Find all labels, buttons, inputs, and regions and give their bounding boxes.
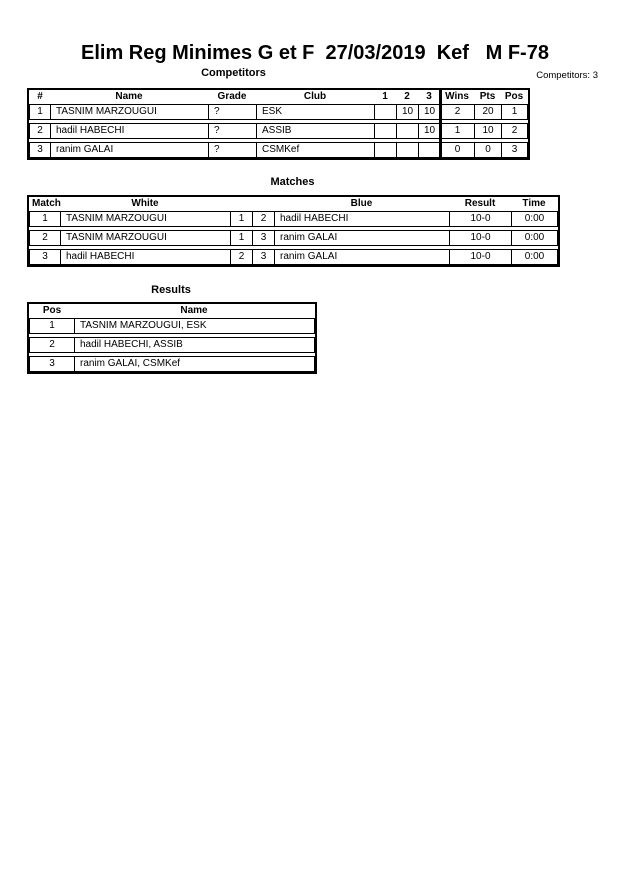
cell-pos: 3 — [49, 358, 55, 369]
col-header-round2: 2 — [404, 91, 410, 102]
competitors-section-title: Competitors — [201, 67, 266, 79]
competitors-table-header — [29, 90, 528, 104]
col-header-grade: Grade — [217, 91, 247, 102]
cell-num: 1 — [37, 106, 43, 117]
result-row — [29, 356, 315, 372]
cell-time: 0:00 — [511, 212, 557, 226]
col-header-white-num — [230, 197, 252, 211]
cell-round2 — [396, 143, 418, 157]
cell-name: ranim GALAI — [50, 143, 208, 157]
competitor-row — [29, 123, 528, 139]
cell-round2 — [396, 124, 418, 138]
cell-pts: 10 — [474, 124, 501, 138]
cell-pos: 1 — [501, 105, 527, 119]
col-header-match: Match — [32, 198, 61, 209]
cell-blue-name: ranim GALAI — [274, 231, 449, 245]
cell-round3: 10 — [418, 124, 440, 138]
cell-blue-name: hadil HABECHI — [274, 212, 449, 226]
competitors-table — [27, 88, 530, 160]
match-row — [29, 211, 558, 227]
matches-table — [27, 195, 560, 267]
matches-section-title: Matches — [270, 176, 315, 188]
cell-pos: 1 — [49, 320, 55, 331]
cell-match-num: 1 — [42, 213, 48, 224]
competitors-table-section-divider — [439, 90, 442, 158]
cell-round3: 10 — [418, 105, 440, 119]
cell-blue-num: 3 — [252, 250, 274, 264]
col-header-pts: Pts — [479, 91, 496, 102]
cell-wins: 1 — [440, 124, 474, 138]
cell-white-name: hadil HABECHI — [60, 250, 230, 264]
competitors-count-label: Competitors: 3 — [536, 70, 598, 81]
cell-blue-name: ranim GALAI — [274, 250, 449, 264]
col-header-round1: 1 — [382, 91, 388, 102]
cell-name: hadil HABECHI — [50, 124, 208, 138]
cell-match-num: 2 — [42, 232, 48, 243]
col-header-club: Club — [303, 91, 327, 102]
matches-table-header — [29, 197, 558, 211]
col-header-result: Result — [464, 198, 496, 209]
cell-white-num: 2 — [230, 250, 252, 264]
cell-result: 10-0 — [449, 250, 511, 264]
results-table-header — [29, 304, 315, 318]
cell-round1 — [374, 124, 396, 138]
cell-name: ranim GALAI, CSMKef — [74, 357, 314, 371]
col-header-white: White — [131, 198, 159, 209]
col-header-wins: Wins — [445, 91, 469, 102]
cell-round2: 10 — [396, 105, 418, 119]
cell-white-name: TASNIM MARZOUGUI — [60, 212, 230, 226]
cell-name: hadil HABECHI, ASSIB — [74, 338, 314, 352]
col-header-blue-num — [252, 197, 274, 211]
cell-match-num: 3 — [42, 251, 48, 262]
cell-pos: 2 — [501, 124, 527, 138]
cell-name: TASNIM MARZOUGUI — [50, 105, 208, 119]
page-title: Elim Reg Minimes G et F 27/03/2019 Kef M F-78 — [81, 42, 549, 64]
col-header-blue: Blue — [350, 198, 373, 209]
col-header-num: # — [37, 91, 43, 102]
col-header-time: Time — [522, 198, 546, 209]
results-table — [27, 302, 317, 374]
cell-white-num: 1 — [230, 231, 252, 245]
cell-time: 0:00 — [511, 231, 557, 245]
cell-pts: 0 — [474, 143, 501, 157]
cell-pts: 20 — [474, 105, 501, 119]
cell-blue-num: 3 — [252, 231, 274, 245]
cell-club: ESK — [256, 105, 374, 119]
cell-white-num: 1 — [230, 212, 252, 226]
cell-grade: ? — [208, 143, 256, 157]
cell-num: 2 — [37, 125, 43, 136]
cell-result: 10-0 — [449, 212, 511, 226]
cell-pos: 3 — [501, 143, 527, 157]
cell-round1 — [374, 105, 396, 119]
cell-round3 — [418, 143, 440, 157]
cell-pos: 2 — [49, 339, 55, 350]
cell-wins: 0 — [440, 143, 474, 157]
col-header-pos: Pos — [504, 91, 524, 102]
cell-result: 10-0 — [449, 231, 511, 245]
cell-time: 0:00 — [511, 250, 557, 264]
result-row — [29, 337, 315, 353]
col-header-round3: 3 — [426, 91, 432, 102]
cell-round1 — [374, 143, 396, 157]
cell-num: 3 — [37, 144, 43, 155]
cell-white-name: TASNIM MARZOUGUI — [60, 231, 230, 245]
cell-club: CSMKef — [256, 143, 374, 157]
result-row — [29, 318, 315, 334]
col-header-pos: Pos — [42, 305, 62, 316]
cell-grade: ? — [208, 105, 256, 119]
match-row — [29, 249, 558, 265]
cell-grade: ? — [208, 124, 256, 138]
cell-wins: 2 — [440, 105, 474, 119]
competitor-row — [29, 142, 528, 158]
cell-blue-num: 2 — [252, 212, 274, 226]
match-row — [29, 230, 558, 246]
cell-club: ASSIB — [256, 124, 374, 138]
col-header-name: Name — [180, 305, 208, 316]
results-section-title: Results — [151, 284, 191, 296]
cell-name: TASNIM MARZOUGUI, ESK — [74, 319, 314, 333]
col-header-name: Name — [115, 91, 143, 102]
competitor-row — [29, 104, 528, 120]
